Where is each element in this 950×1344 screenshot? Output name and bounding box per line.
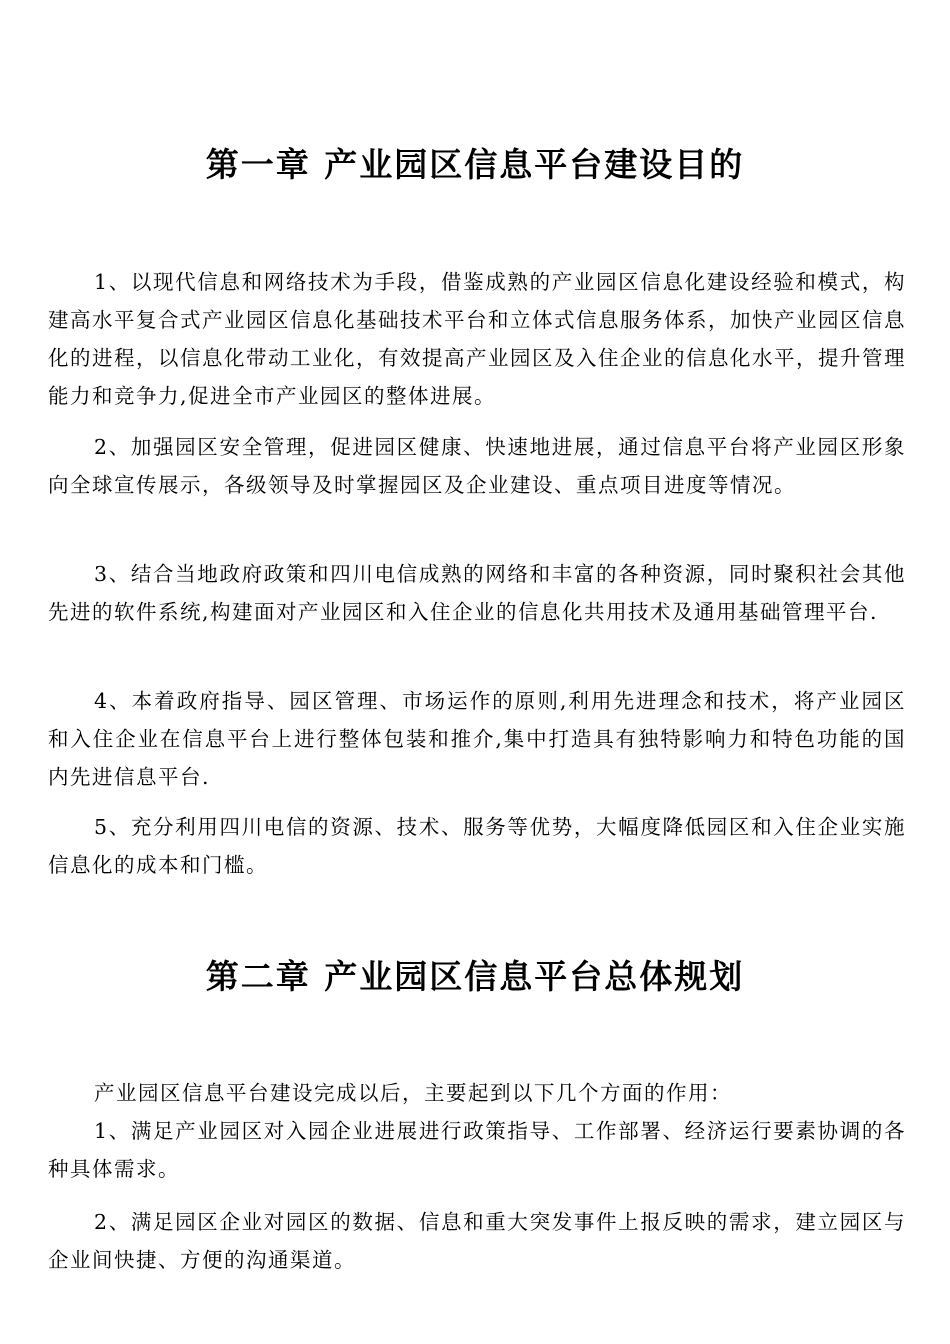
chapter-1-paragraph-5: 5、充分利用四川电信的资源、技术、服务等优势，大幅度降低园区和入住企业实施信息化的成本和门槛。: [48, 815, 906, 877]
chapter-2-paragraph-2: 2、满足园区企业对园区的数据、信息和重大突发事件上报反映的需求，建立园区与企业间快捷、方便的沟通渠道。: [48, 1210, 906, 1272]
chapter-2-title: 第二章 产业园区信息平台总体规划: [205, 957, 745, 996]
chapter-1-title: 第一章 产业园区信息平台建设目的: [205, 145, 745, 184]
chapter-2-intro: 产业园区信息平台建设完成以后，主要起到以下几个方面的作用：: [94, 1081, 732, 1105]
chapter-1-paragraph-3: 3、结合当地政府政策和四川电信成熟的网络和丰富的各种资源，同时聚积社会其他先进的软件系统,构建面对产业园区和入住企业的信息化共用技术及通用基础管理平台.: [48, 562, 906, 624]
chapter-1-paragraph-1: 1、以现代信息和网络技术为手段，借鉴成熟的产业园区信息化建设经验和模式，构建高水平复合式产业园区信息化基础技术平台和立体式信息服务体系，加快产业园区信息化的进程，以信息化带动工业化，有效提高产业园区及入住企业的信息化水平，提升管理能力和竞争力,促进全市产业园区的整体进展。: [48, 270, 906, 408]
chapter-2-paragraph-1: 1、满足产业园区对入园企业进展进行政策指导、工作部署、经济运行要素协调的各种具体需求。: [48, 1119, 906, 1181]
chapter-1-paragraph-2: 2、加强园区安全管理，促进园区健康、快速地进展，通过信息平台将产业园区形象向全球宣传展示，各级领导及时掌握园区及企业建设、重点项目进度等情况。: [48, 435, 906, 497]
chapter-1-paragraph-4: 4、本着政府指导、园区管理、市场运作的原则,利用先进理念和技术，将产业园区和入住企业在信息平台上进行整体包装和推介,集中打造具有独特影响力和特色功能的国内先进信息平台.: [48, 689, 906, 789]
